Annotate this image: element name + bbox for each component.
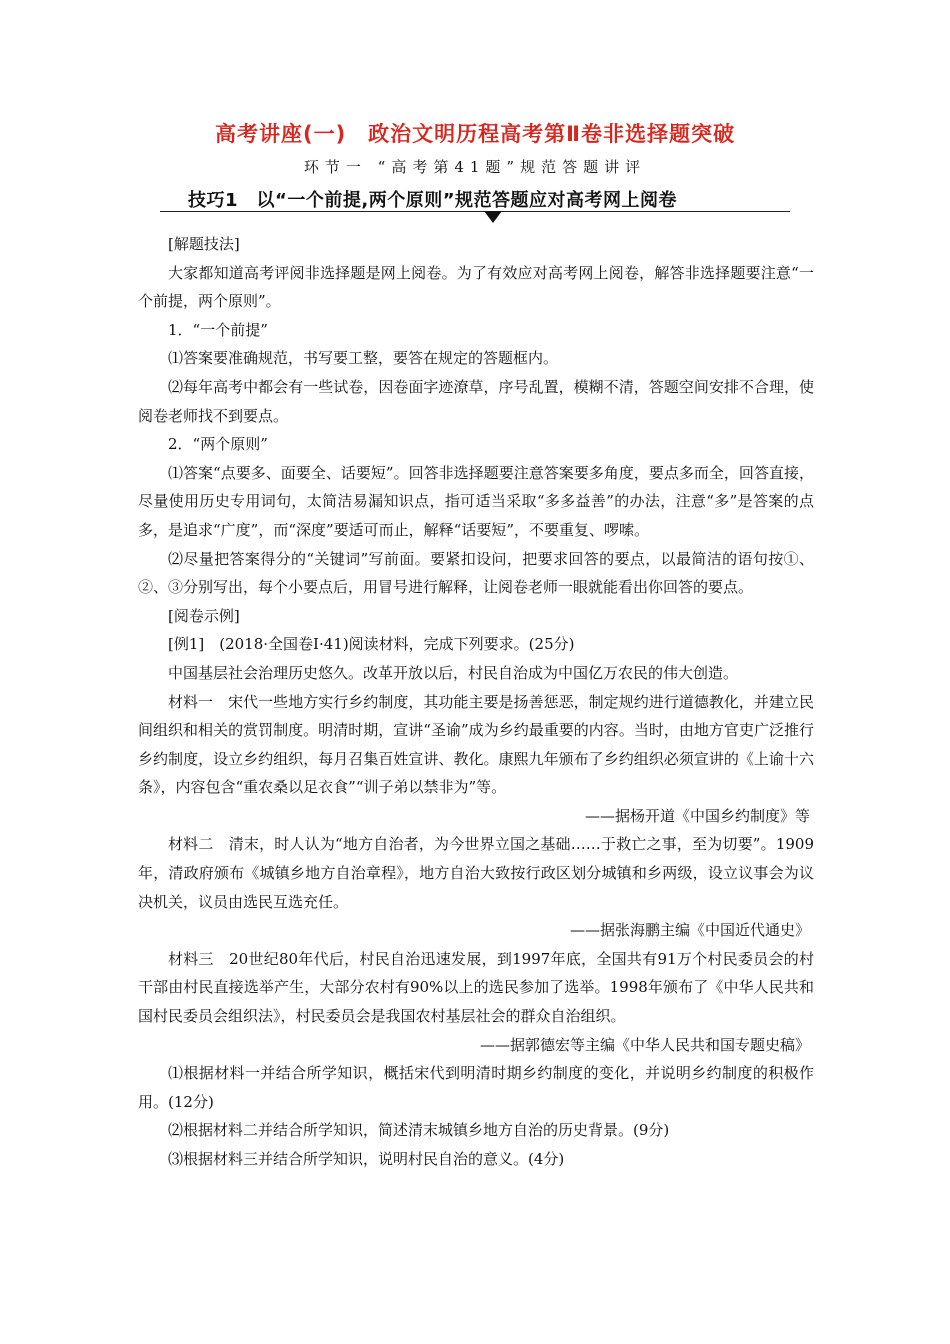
- material-2: 材料二 清末，时人认为“地方自治者，为今世界立国之基础……于救亡之事，至为切要”。1909年，清政府颁布《城镇乡地方自治章程》，地方自治大致按行政区划分城镇和乡两级，设立议事会为议决机关，议员由选民互选充任。: [138, 835, 814, 911]
- triangle-marker-icon: [484, 211, 502, 223]
- material-1-source: ——据杨开道《中国乡约制度》等: [584, 806, 810, 825]
- question-2: ⑵根据材料二并结合所学知识，简述清末城镇乡地方自治的历史背景。(9分): [168, 1121, 670, 1140]
- skill-title: 技巧1 以“一个前提,两个原则”规范答题应对高考网上阅卷: [188, 190, 678, 211]
- premise-heading: 1．“一个前提”: [168, 320, 268, 339]
- premise-point-2: ⑵每年高考中都会有一些试卷，因卷面字迹潦草，序号乱置，模糊不清，答题空间安排不合理，使阅卷老师找不到要点。: [138, 377, 814, 425]
- material-2-source: ——据张海鹏主编《中国近代通史》: [569, 921, 810, 940]
- material-3-source: ——据郭德宏等主编《中华人民共和国专题史稿》: [479, 1035, 810, 1054]
- principle-point-1: ⑴答案“点要多、面要全、话要短”。回答非选择题要注意答案要多角度，要点多而全，回答直接，尽量使用历史专用词句，太简洁易漏知识点，指可适当采取“多多益善”的办法，注意“多”是答案的点多，是追求“广度”，而“深度”要适可而止，解释“话要短”，不要重复、啰嗦。: [138, 463, 814, 539]
- lecture-title-part2: 政治文明历程高考第Ⅱ卷非选择题突破: [368, 122, 736, 146]
- intro-paragraph: 大家都知道高考评阅非选择题是网上阅卷。为了有效应对高考网上阅卷，解答非选择题要注意“一个前提，两个原则”。: [138, 263, 814, 311]
- lecture-title-part1: 高考讲座(一): [214, 122, 347, 146]
- premise-point-1: ⑴答案要准确规范，书写要工整，要答在规定的答题框内。: [168, 349, 559, 368]
- lecture-title: [0, 118, 950, 148]
- principle-point-2: ⑵尽量把答案得分的“关键词”写前面。要紧扣设问，把要求回答的要点，以最简洁的语句按①、②、③分别写出，每个小要点后，用冒号进行解释，让阅卷老师一眼就能看出你回答的要点。: [138, 549, 814, 597]
- example-header: [例1] (2018·全国卷Ⅰ·41)阅读材料，完成下列要求。(25分): [168, 635, 575, 654]
- principles-heading: 2．“两个原则”: [168, 435, 268, 454]
- example-intro: 中国基层社会治理历史悠久。改革开放以后，村民自治成为中国亿万农民的伟大创造。: [168, 663, 739, 682]
- section-heading: 环节一 “高考第41题”规范答题讲评: [303, 158, 647, 176]
- document-body: [138, 230, 814, 1174]
- technique-label: [解题技法]: [168, 235, 240, 253]
- question-1: ⑴根据材料一并结合所学知识，概括宋代到明清时期乡约制度的变化，并说明乡约制度的积极作用。(12分): [138, 1064, 814, 1111]
- skill-banner: [160, 186, 790, 214]
- material-1: 材料一 宋代一些地方实行乡约制度，其功能主要是扬善惩恶，制定规约进行道德教化，并建立民间组织和相关的赏罚制度。明清时期，宣讲“圣谕”成为乡约最重要的内容。当时，由地方官吏广泛推行乡约制度，设立乡约组织，每月召集百姓宣讲、教化。康熙九年颁布了乡约组织必须宣讲的《上谕十六条》，内容包含“重农桑以足衣食”“训子弟以禁非为”等。: [138, 692, 814, 797]
- example-label: [阅卷示例]: [168, 606, 240, 625]
- skill-underline: [160, 211, 790, 212]
- question-3: ⑶根据材料三并结合所学知识，说明村民自治的意义。(4分): [168, 1150, 565, 1168]
- material-3: 材料三 20世纪80年代后，村民自治迅速发展，到1997年底，全国共有91万个村民委员会的村干部由村民直接选举产生，大部分农村有90%以上的选民参加了选举。1998年颁布了《中华人民共和国村民委员会组织法》，村民委员会是我国农村基层社会的群众自治组织。: [138, 949, 814, 1026]
